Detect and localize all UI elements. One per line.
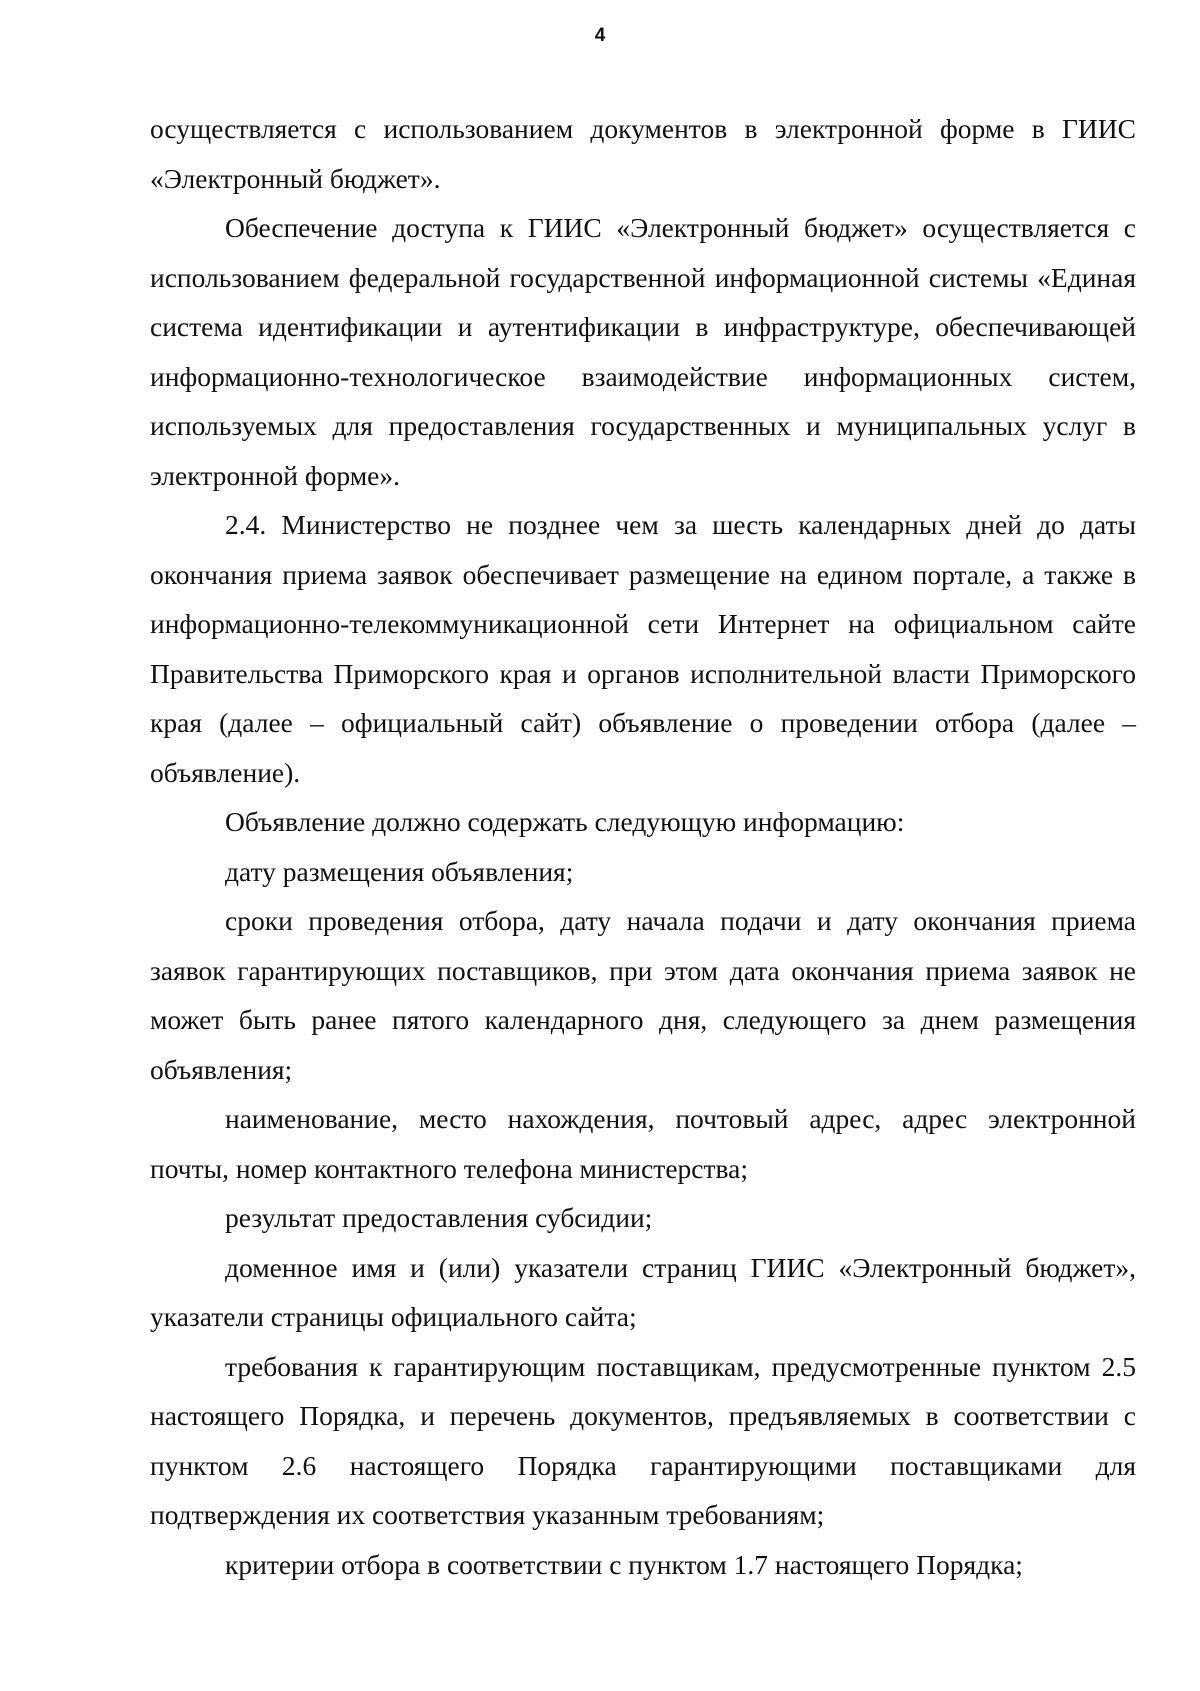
page-number: 4 [594, 25, 606, 46]
list-item: критерии отбора в соответствии с пунктом 1.7 настоящего Порядка; [225, 1548, 1023, 1580]
document-body [150, 104, 1136, 1589]
list-item: требования к гарантирующим поставщикам, предусмотренные пунктом 2.5 настоящего Порядка, и перечень документов, предъявляемых в соответствии с пунктом 2.6 настоящего Порядка гарантирующими поставщиками для подтверждения их соответствия указанным требованиям; [150, 1350, 1136, 1530]
paragraph: 2.4. Министерство не позднее чем за шесть календарных дней до даты окончания приема заявок обеспечивает размещение на едином портале, а также в информационно-телекоммуникационной сети Интернет на официальном сайте Правительства Приморского края и органов исполнительной власти Приморского края (далее – официальный сайт) объявление о проведении отбора (далее – объявление). [150, 509, 1136, 788]
paragraph: Объявление должно содержать следующую информацию: [225, 806, 905, 837]
list-item: наименование, место нахождения, почтовый адрес, адрес электронной почты, номер контактного телефона министерства; [150, 1103, 1136, 1184]
paragraph: осуществляется с использованием документов в электронной форме в ГИИС «Электронный бюджет». [150, 113, 1136, 194]
list-item: сроки проведения отбора, дату начала подачи и дату окончания приема заявок гарантирующих поставщиков, при этом дата окончания приема заявок не может быть ранее пятого календарного дня, следующего за днем размещения объявления; [150, 905, 1136, 1085]
list-item: доменное имя и (или) указатели страниц ГИИС «Электронный бюджет», указатели страницы официального сайта; [150, 1251, 1136, 1332]
list-item: результат предоставления субсидии; [225, 1202, 653, 1233]
paragraph: Обеспечение доступа к ГИИС «Электронный бюджет» осуществляется с использованием федеральной государственной информационной системы «Единая система идентификации и аутентификации в инфраструктуре, обеспечивающей информационно-технологическое взаимодействие информационных систем, используемых для предоставления государственных и муниципальных услуг в электронной форме». [150, 212, 1136, 491]
list-item: дату размещения объявления; [225, 855, 574, 887]
